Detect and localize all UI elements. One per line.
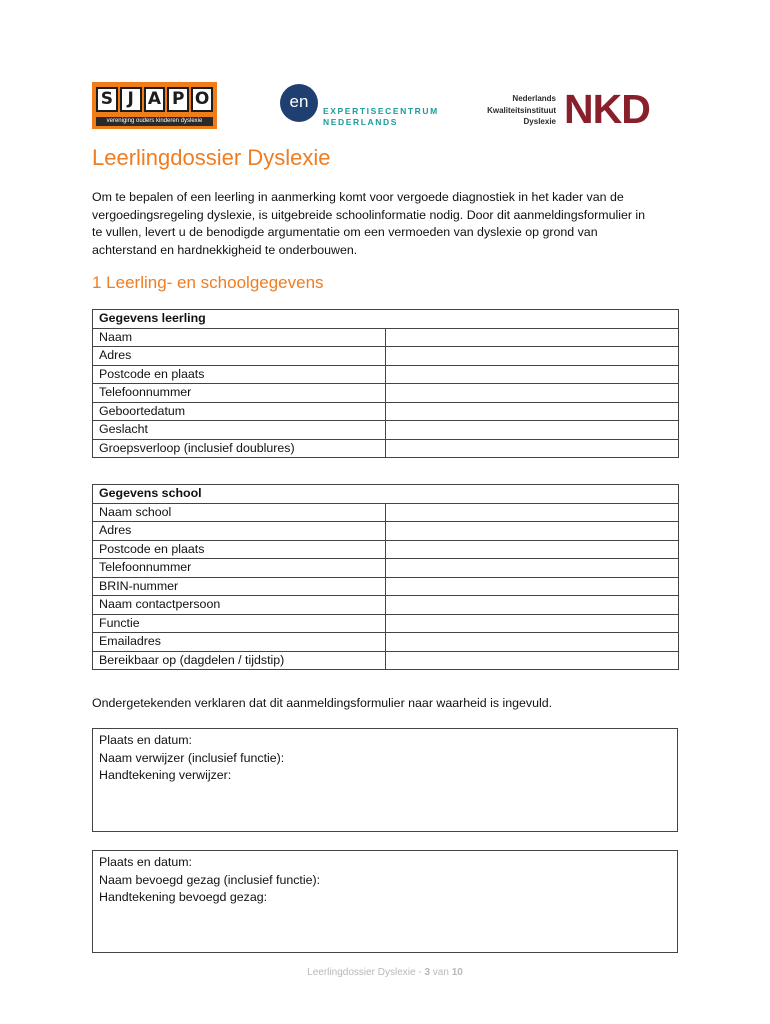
field-label: Functie [93,614,386,633]
field-label: Adres [93,522,386,541]
school-contact-field[interactable] [386,596,679,615]
table-row [93,365,679,384]
guardian-name-label: Naam bevoegd gezag (inclusief functie): [99,872,321,887]
student-group-history-field[interactable] [386,439,679,458]
referrer-signature-box[interactable] [92,728,678,832]
school-data-table [92,484,679,670]
field-label: Geslacht [93,421,386,440]
table-row [93,559,679,578]
sjapo-strap: vereniging ouders kinderen dyslexie [96,117,213,126]
school-availability-field[interactable] [386,651,679,670]
nkd-line-3: Dyslexie [523,117,556,126]
sjapo-letter: S [96,87,118,112]
field-label: Naam contactpersoon [93,596,386,615]
footer-doc-title: Leerlingdossier Dyslexie [307,967,416,978]
field-label: Emailadres [93,633,386,652]
guardian-place-date-label: Plaats en datum: [99,855,192,869]
sjapo-letter: P [167,87,189,112]
section-heading: 1 Leerling- en schoolgegevens [92,273,324,292]
table-row [93,614,679,633]
table-row [93,577,679,596]
table-row [93,347,679,366]
expertisecentrum-logo-letters: en [289,92,309,111]
school-name-field[interactable] [386,503,679,522]
nkd-line-1: Nederlands [512,94,556,103]
table-row [93,503,679,522]
footer-separator: - [415,967,425,978]
intro-line: vergoedingsregeling dyslexie, is uitgebreide schoolinformatie nodig. Door dit aanmeldingsformulier in [92,207,646,222]
intro-line: te vullen, levert u de benodigde argumentatie om een vermoeden van dyslexie op grond van [92,225,598,239]
table-row [93,633,679,652]
field-label: BRIN-nummer [93,577,386,596]
school-phone-field[interactable] [386,559,679,578]
field-label: Telefoonnummer [93,384,386,403]
school-table-header: Gegevens school [93,485,679,504]
guardian-signature-box[interactable] [92,850,678,953]
footer-page-number: 3 [424,967,431,978]
student-name-field[interactable] [386,328,679,347]
table-header-row [93,485,679,504]
expertisecentrum-line-2: NEDERLANDS [323,117,399,127]
intro-line: achterstand en hardnekkigheid te onderbouwen. [92,242,358,257]
sjapo-letter: O [191,87,213,112]
table-row [93,439,679,458]
sjapo-letter: J [120,87,142,112]
school-brin-field[interactable] [386,577,679,596]
field-label: Adres [93,347,386,366]
sjapo-logo [92,82,217,129]
student-birthdate-field[interactable] [386,402,679,421]
expertisecentrum-logo-mark [280,84,318,122]
field-label: Naam [93,328,386,347]
expertisecentrum-logo-text [323,106,439,128]
expertisecentrum-line-1: EXPERTISECENTRUM [323,106,439,116]
field-label: Naam school [93,503,386,522]
nkd-line-2: Kwaliteitsinstituut [487,105,556,115]
referrer-name-label: Naam verwijzer (inclusief functie): [99,750,285,765]
table-row [93,328,679,347]
school-function-field[interactable] [386,614,679,633]
field-label: Groepsverloop (inclusief doublures) [93,439,386,458]
student-address-field[interactable] [386,347,679,366]
table-row [93,596,679,615]
student-phone-field[interactable] [386,384,679,403]
table-row [93,651,679,670]
field-label: Postcode en plaats [93,365,386,384]
school-email-field[interactable] [386,633,679,652]
student-data-table [92,309,679,458]
table-row [93,522,679,541]
referrer-place-date-label: Plaats en datum: [99,733,192,747]
sjapo-letter: A [144,87,166,112]
student-postcode-field[interactable] [386,365,679,384]
page-title: Leerlingdossier Dyslexie [92,145,331,170]
field-label: Postcode en plaats [93,540,386,559]
referrer-signature-label: Handtekening verwijzer: [99,768,232,782]
nkd-logo-text [470,93,556,128]
student-gender-field[interactable] [386,421,679,440]
declaration-text: Ondergetekenden verklaren dat dit aanmeldingsformulier naar waarheid is ingevuld. [92,696,553,710]
school-postcode-field[interactable] [386,540,679,559]
guardian-signature-label: Handtekening bevoegd gezag: [99,890,268,904]
table-row [93,384,679,403]
table-header-row [93,310,679,329]
intro-line: Om te bepalen of een leerling in aanmerking komt voor vergoede diagnostiek in het kader van de [92,190,624,204]
nkd-logo-wordmark: NKD [564,86,650,132]
field-label: Geboortedatum [93,402,386,421]
school-address-field[interactable] [386,522,679,541]
page-footer [0,966,770,980]
footer-of: van [430,967,452,978]
intro-paragraph [92,189,684,259]
table-row [93,421,679,440]
student-table-header: Gegevens leerling [93,310,679,329]
field-label: Telefoonnummer [93,559,386,578]
table-row [93,402,679,421]
field-label: Bereikbaar op (dagdelen / tijdstip) [93,651,386,670]
footer-page-total: 10 [451,967,463,978]
table-row [93,540,679,559]
